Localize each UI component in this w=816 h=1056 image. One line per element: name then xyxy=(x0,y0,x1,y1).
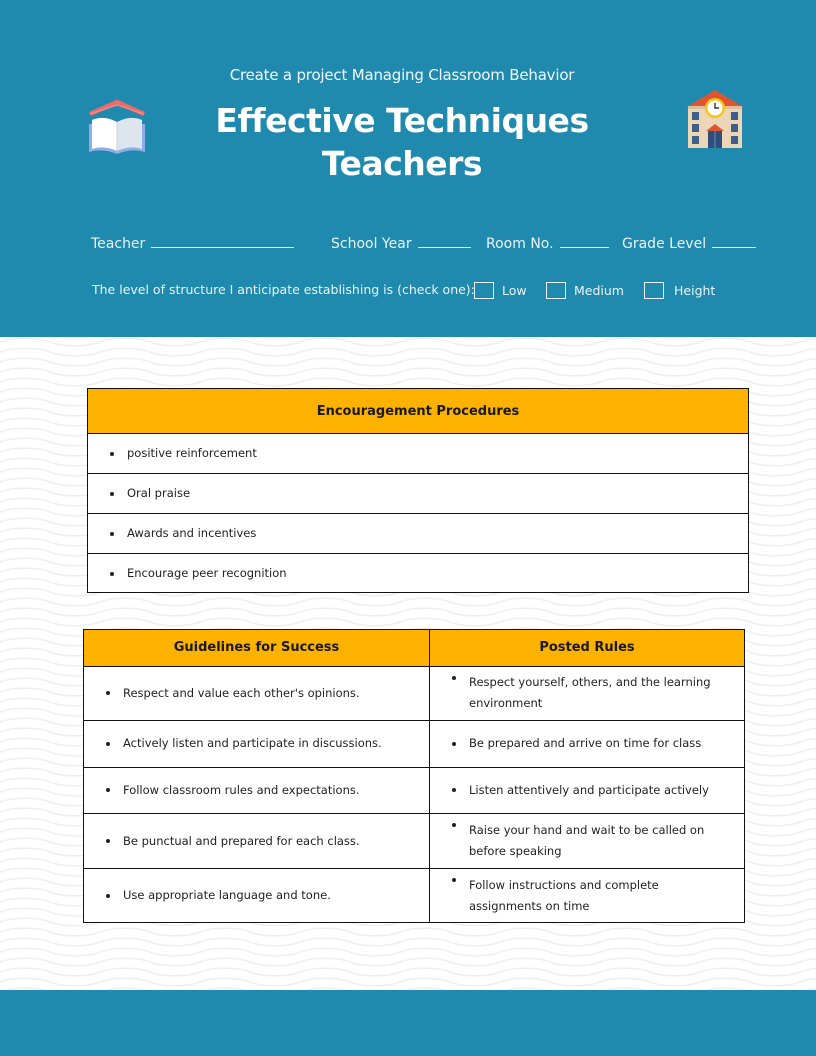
page-title-line-1: Effective Techniques xyxy=(215,101,589,140)
checkbox-height[interactable] xyxy=(644,282,664,299)
bullet-icon xyxy=(106,691,110,695)
rule-item: Listen attentively and participate actively xyxy=(469,782,709,797)
table-row xyxy=(430,666,744,720)
option-low-label: Low xyxy=(502,283,527,298)
room-no-label: Room No. xyxy=(486,236,554,252)
posted-rules-column xyxy=(430,630,744,922)
bullet-icon xyxy=(110,572,114,576)
checkbox-medium[interactable] xyxy=(546,282,566,299)
bullet-icon xyxy=(106,788,110,792)
guidelines-column xyxy=(84,630,430,922)
school-year-field[interactable] xyxy=(331,236,471,252)
table-row xyxy=(84,720,429,767)
school-building-icon xyxy=(682,86,748,152)
table-row xyxy=(430,813,744,868)
bullet-icon xyxy=(106,742,110,746)
guidelines-and-rules-table xyxy=(83,629,745,923)
table-row xyxy=(88,513,748,553)
footer-banner xyxy=(0,990,816,1056)
option-height-label: Height xyxy=(674,283,716,298)
teacher-field[interactable] xyxy=(91,236,294,252)
table-row xyxy=(84,767,429,814)
checkbox-low[interactable] xyxy=(474,282,494,299)
bullet-icon xyxy=(452,676,456,680)
bullet-icon xyxy=(110,452,114,456)
guideline-item: Be punctual and prepared for each class. xyxy=(123,833,360,848)
bullet-icon xyxy=(110,532,114,536)
list-item: positive reinforcement xyxy=(127,446,257,460)
school-year-label: School Year xyxy=(331,236,412,252)
bullet-icon xyxy=(452,788,456,792)
teacher-input-line[interactable] xyxy=(151,247,294,248)
school-year-input-line[interactable] xyxy=(418,247,471,248)
encouragement-procedures-table xyxy=(87,388,749,593)
rule-item: Follow instructions and complete assignments on time xyxy=(469,877,659,913)
structure-level-row xyxy=(92,282,716,298)
grade-level-field[interactable] xyxy=(622,236,756,252)
page-title-line-2: Teachers xyxy=(321,144,483,183)
table-row xyxy=(430,868,744,922)
guideline-item: Use appropriate language and tone. xyxy=(123,888,331,903)
posted-rules-header: Posted Rules xyxy=(430,630,744,666)
teacher-label: Teacher xyxy=(91,236,146,252)
table-row xyxy=(84,868,429,922)
list-item: Awards and incentives xyxy=(127,526,257,540)
open-book-icon xyxy=(86,98,148,160)
table-row xyxy=(88,433,748,473)
header-banner xyxy=(0,0,816,337)
bullet-icon xyxy=(106,839,110,843)
page-subtitle: Create a project Managing Classroom Behavior xyxy=(229,66,575,84)
table-row xyxy=(88,553,748,593)
guideline-item: Follow classroom rules and expectations. xyxy=(123,782,360,797)
rule-item: Raise your hand and wait to be called on before speaking xyxy=(469,823,705,859)
table-row xyxy=(84,813,429,868)
guideline-item: Actively listen and participate in discussions. xyxy=(123,736,382,751)
guideline-item: Respect and value each other's opinions. xyxy=(123,685,360,700)
structure-prompt: The level of structure I anticipate establishing is (check one): xyxy=(92,282,475,297)
table-row xyxy=(84,666,429,720)
bullet-icon xyxy=(452,823,456,827)
bullet-icon xyxy=(110,492,114,496)
grade-level-label: Grade Level xyxy=(622,236,707,252)
room-no-input-line[interactable] xyxy=(560,247,609,248)
encouragement-table-header: Encouragement Procedures xyxy=(88,389,748,433)
grade-level-input-line[interactable] xyxy=(712,247,756,248)
table-row xyxy=(430,767,744,814)
bullet-icon xyxy=(452,878,456,882)
list-item: Encourage peer recognition xyxy=(127,566,287,580)
rule-item: Respect yourself, others, and the learning environment xyxy=(469,675,711,711)
bullet-icon xyxy=(452,742,456,746)
list-item: Oral praise xyxy=(127,486,191,500)
rule-item: Be prepared and arrive on time for class xyxy=(469,736,702,751)
table-row xyxy=(88,473,748,513)
option-medium-label: Medium xyxy=(574,283,624,298)
room-no-field[interactable] xyxy=(486,236,609,252)
guidelines-header: Guidelines for Success xyxy=(84,630,429,666)
bullet-icon xyxy=(106,894,110,898)
table-row xyxy=(430,720,744,767)
